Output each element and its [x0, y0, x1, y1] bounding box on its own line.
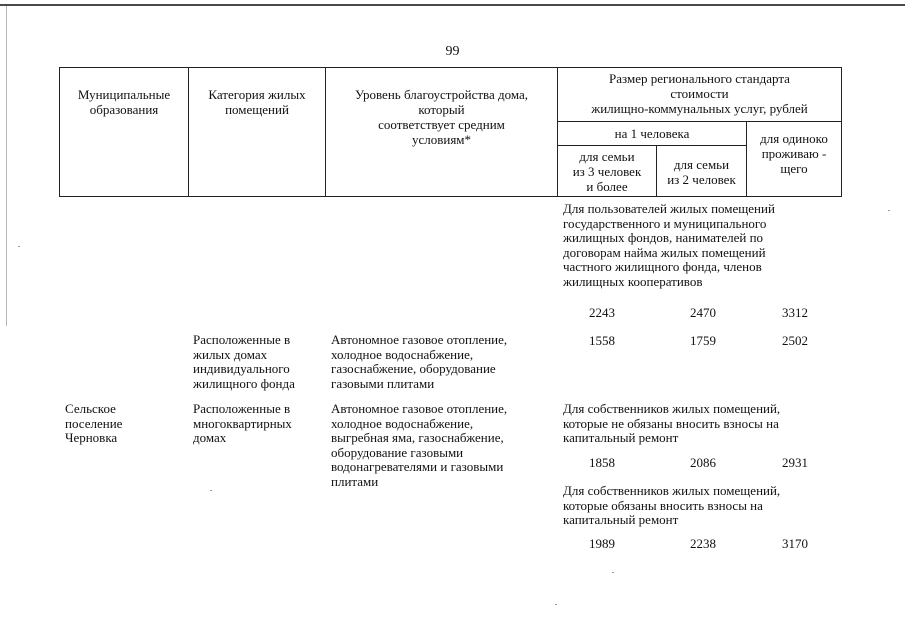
- scan-speck: [612, 572, 614, 573]
- value-owners-fee-single: 3170: [782, 536, 808, 551]
- header-improvement-level: Уровень благоустройства дома, который соответствует средним условиям*: [354, 87, 529, 147]
- value-owners-no-fee-family3: 1858: [589, 455, 615, 470]
- scan-speck: [18, 246, 20, 247]
- scan-speck: [210, 490, 212, 491]
- table-border-top: [59, 67, 842, 68]
- header-municipality: Муниципальные образования: [77, 87, 171, 117]
- header-per-person: на 1 человека: [614, 126, 690, 141]
- section-caption-users: Для пользователей жилых помещений государственного и муниципального жилищных фондов, нанимателей по договорам найма жилых помещений частного жилищного фонда, членов жилищных кооперативов: [563, 201, 775, 289]
- value-users-family2: 2470: [690, 305, 716, 320]
- value-individual-family3: 1558: [589, 333, 615, 348]
- row-divider: [557, 121, 841, 122]
- value-owners-fee-family2: 2238: [690, 536, 716, 551]
- value-individual-family2: 1759: [690, 333, 716, 348]
- header-category: Категория жилых помещений: [208, 87, 306, 117]
- section-caption-owners-fee: Для собственников жилых помещений, которые обязаны вносить взносы на капитальный ремонт: [563, 483, 781, 527]
- category-individual: Расположенные в жилых домах индивидуального жилищного фонда: [193, 332, 295, 391]
- section-caption-owners-no-fee: Для собственников жилых помещений, которые не обязаны вносить взносы на капитальный ремонт: [563, 401, 781, 445]
- category-apartment: Расположенные в многоквартирных домах: [193, 401, 292, 445]
- scan-speck: [555, 604, 557, 605]
- table-border-bottom: [59, 196, 842, 197]
- scan-edge-line: [0, 4, 905, 6]
- value-owners-no-fee-family2: 2086: [690, 455, 716, 470]
- row-divider: [557, 145, 746, 146]
- header-family-3: для семьи из 3 человек и более: [572, 149, 642, 194]
- header-family-2: для семьи из 2 человек: [667, 157, 736, 187]
- header-regional-standard: Размер регионального стандарта стоимости жилищно-коммунальных услуг, рублей: [591, 71, 808, 116]
- value-users-single: 3312: [782, 305, 808, 320]
- header-single: для одиноко проживаю - щего: [760, 131, 828, 176]
- table-border-right: [841, 67, 842, 197]
- level-apartment: Автономное газовое отопление, холодное водоснабжение, выгребная яма, газоснабжение, оборудование газовыми водонагревателями и газовыми плитами: [331, 401, 508, 489]
- page-number: 99: [445, 44, 460, 59]
- value-owners-no-fee-single: 2931: [782, 455, 808, 470]
- value-individual-single: 2502: [782, 333, 808, 348]
- scan-speck: [888, 210, 890, 211]
- level-individual: Автономное газовое отопление, холодное водоснабжение, газоснабжение, оборудование газовыми плитами: [331, 332, 508, 391]
- value-owners-fee-family3: 1989: [589, 536, 615, 551]
- value-users-family3: 2243: [589, 305, 615, 320]
- municipality-name: Сельское поселение Черновка: [65, 401, 123, 445]
